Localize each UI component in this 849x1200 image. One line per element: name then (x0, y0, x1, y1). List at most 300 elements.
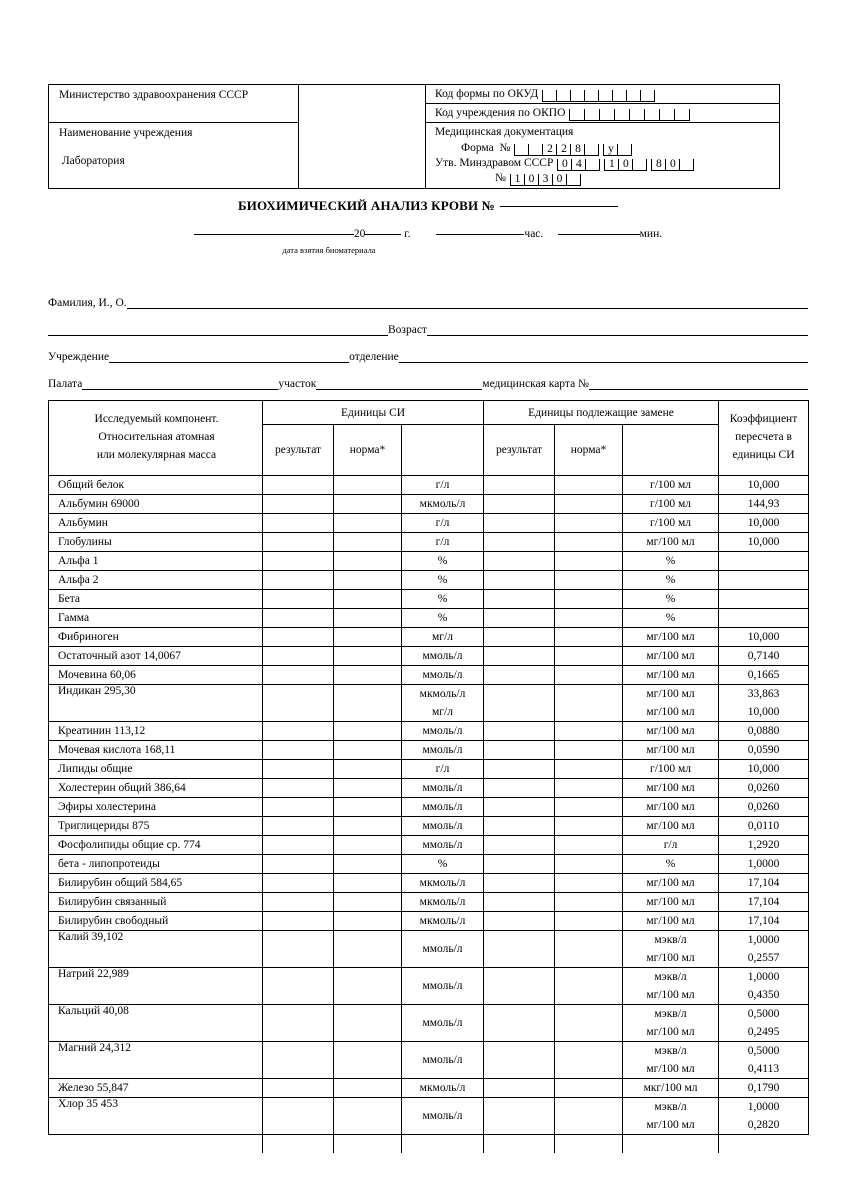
row-old-norm-input[interactable] (555, 685, 623, 722)
table-row (49, 1098, 809, 1135)
okud-code-boxes[interactable] (542, 90, 655, 102)
row-coefficient-line: 1,0000 (747, 971, 780, 983)
row-coefficient-line: 33,863 (747, 688, 780, 700)
row-old-result-input[interactable] (484, 590, 555, 609)
row-si-unit: ммоль/л (402, 666, 484, 685)
row-coefficient: 17,104 (719, 912, 809, 931)
blank-cell[interactable] (49, 1135, 263, 1154)
row-old-norm-input[interactable] (555, 912, 623, 931)
row-old-result-input[interactable] (484, 666, 555, 685)
okpo-line (426, 103, 779, 122)
form-number-boxes[interactable]: 2 2 8 (514, 144, 599, 156)
row-old-result-input[interactable] (484, 931, 555, 968)
row-old-unit: г/100 мл (623, 514, 719, 533)
column-header-si-result: результат (263, 425, 334, 476)
row-old-unit (623, 931, 719, 968)
patient-age-row (48, 309, 808, 336)
row-coefficient: 0,0880 (719, 722, 809, 741)
row-si-norm-input[interactable] (334, 912, 402, 931)
row-si-unit: % (402, 609, 484, 628)
row-old-norm-input[interactable] (555, 1079, 623, 1098)
row-component-name: Железо 55,847 (49, 1079, 263, 1098)
row-coefficient (719, 609, 809, 628)
row-si-result-input[interactable] (263, 666, 334, 685)
row-si-norm-input[interactable] (334, 798, 402, 817)
order-no-sign: № (495, 171, 506, 184)
row-old-unit: % (623, 571, 719, 590)
approval-year-boxes[interactable]: 8 0 (651, 159, 694, 171)
row-coefficient-line: 1,0000 (747, 1101, 780, 1113)
row-old-result-input[interactable] (484, 533, 555, 552)
row-si-result-input[interactable] (263, 912, 334, 931)
row-si-norm-input[interactable] (334, 893, 402, 912)
row-si-result-input[interactable] (263, 779, 334, 798)
row-old-norm-input[interactable] (555, 779, 623, 798)
row-old-result-input[interactable] (484, 836, 555, 855)
row-coefficient: 10,000 (719, 628, 809, 647)
row-old-unit-line: мэкв/л (654, 1101, 687, 1113)
row-si-result-input[interactable] (263, 647, 334, 666)
okud-label: Код формы по ОКУД (435, 87, 539, 100)
row-component-name: Фибриноген (49, 628, 263, 647)
row-si-norm-input[interactable] (334, 1079, 402, 1098)
row-si-result-input[interactable] (263, 741, 334, 760)
patient-name-continued-input[interactable] (48, 324, 388, 336)
minute-unit: мин. (639, 228, 663, 240)
row-si-result-input[interactable] (263, 476, 334, 495)
row-old-unit (623, 685, 719, 722)
row-old-result-input[interactable] (484, 855, 555, 874)
row-si-unit: % (402, 590, 484, 609)
row-old-result-input[interactable] (484, 647, 555, 666)
row-si-norm-input[interactable] (334, 1005, 402, 1042)
row-si-unit: г/л (402, 476, 484, 495)
column-header-si-norm: норма* (334, 425, 402, 476)
hour-field[interactable] (436, 234, 524, 235)
okpo-label: Код учреждения по ОКПО (435, 106, 566, 119)
row-coefficient: 10,000 (719, 476, 809, 495)
row-old-unit: мг/100 мл (623, 817, 719, 836)
row-old-result-input[interactable] (484, 514, 555, 533)
row-si-result-input[interactable] (263, 893, 334, 912)
row-si-result-input[interactable] (263, 1042, 334, 1079)
column-header-si-unit (402, 425, 484, 476)
row-old-result-input[interactable] (484, 685, 555, 722)
row-old-result-input[interactable] (484, 874, 555, 893)
table-row (49, 1079, 809, 1098)
row-old-unit (623, 968, 719, 1005)
ministry-label: Министерство здравоохранения СССР (59, 89, 249, 101)
table-row (49, 685, 809, 722)
row-old-unit-line: мг/100 мл (646, 952, 695, 964)
row-old-result-input[interactable] (484, 609, 555, 628)
row-old-result-input[interactable] (484, 476, 555, 495)
row-si-norm-input[interactable] (334, 476, 402, 495)
form-label: Форма (461, 141, 494, 154)
form-suffix-box[interactable]: у (603, 144, 632, 156)
column-header-old-norm: норма* (555, 425, 623, 476)
row-old-result-input[interactable] (484, 1005, 555, 1042)
codes-cell (426, 85, 780, 123)
row-old-norm-input[interactable] (555, 590, 623, 609)
column-header-coefficient: Коэффициент пересчета в единицы СИ (719, 401, 809, 476)
row-old-norm-input[interactable] (555, 836, 623, 855)
column-header-component: Исследуемый компонент. Относительная атомная или молекулярная масса (49, 401, 263, 476)
row-old-result-input[interactable] (484, 552, 555, 571)
med-card-label: медицинская карта № (482, 378, 590, 390)
row-old-unit: мг/100 мл (623, 666, 719, 685)
row-si-result-input[interactable] (263, 1005, 334, 1042)
row-coefficient: 0,1790 (719, 1079, 809, 1098)
analysis-number-field[interactable] (500, 206, 618, 207)
row-si-unit: ммоль/л (402, 741, 484, 760)
row-si-unit-line: мкмоль/л (419, 688, 466, 700)
table-row (49, 514, 809, 533)
row-si-unit: ммоль/л (402, 779, 484, 798)
row-old-norm-input[interactable] (555, 1098, 623, 1135)
approved-label: Утв. Минздравом СССР (435, 156, 554, 169)
row-old-result-input[interactable] (484, 1042, 555, 1079)
row-si-result-input[interactable] (263, 1098, 334, 1135)
district-input[interactable] (316, 378, 482, 390)
row-si-norm-input[interactable] (334, 836, 402, 855)
row-old-unit: мг/100 мл (623, 874, 719, 893)
column-header-old-result: результат (484, 425, 555, 476)
row-si-unit (402, 685, 484, 722)
row-old-result-input[interactable] (484, 495, 555, 514)
blank-cell[interactable] (719, 1135, 809, 1154)
row-old-unit: г/100 мл (623, 495, 719, 514)
row-si-result-input[interactable] (263, 855, 334, 874)
row-si-result-input[interactable] (263, 968, 334, 1005)
row-old-norm-input[interactable] (555, 722, 623, 741)
row-old-norm-input[interactable] (555, 495, 623, 514)
row-old-unit: % (623, 552, 719, 571)
row-si-unit: ммоль/л (402, 798, 484, 817)
row-si-result-input[interactable] (263, 495, 334, 514)
row-si-result-input[interactable] (263, 552, 334, 571)
row-si-norm-input[interactable] (334, 495, 402, 514)
row-old-result-input[interactable] (484, 741, 555, 760)
row-coefficient (719, 571, 809, 590)
blank-cell[interactable] (263, 1135, 334, 1154)
row-si-unit: мкмоль/л (402, 874, 484, 893)
row-component-name: Индикан 295,30 (49, 685, 263, 722)
row-si-unit: мкмоль/л (402, 1079, 484, 1098)
row-old-norm-input[interactable] (555, 798, 623, 817)
row-old-norm-input[interactable] (555, 609, 623, 628)
row-old-result-input[interactable] (484, 798, 555, 817)
row-old-norm-input[interactable] (555, 476, 623, 495)
table-row (49, 760, 809, 779)
row-si-norm-input[interactable] (334, 628, 402, 647)
row-old-unit: мг/100 мл (623, 912, 719, 931)
approval-month-boxes[interactable]: 1 0 (604, 159, 647, 171)
row-si-norm-input[interactable] (334, 552, 402, 571)
row-coefficient: 1,2920 (719, 836, 809, 855)
table-row (49, 533, 809, 552)
row-old-result-input[interactable] (484, 1079, 555, 1098)
row-coefficient: 0,7140 (719, 647, 809, 666)
med-card-input[interactable] (589, 378, 808, 390)
row-component-name: Альфа 2 (49, 571, 263, 590)
ward-row (48, 363, 808, 390)
row-old-norm-input[interactable] (555, 741, 623, 760)
row-old-unit: мкг/100 мл (623, 1079, 719, 1098)
row-old-result-input[interactable] (484, 1098, 555, 1135)
row-si-result-input[interactable] (263, 628, 334, 647)
institution-input[interactable] (109, 351, 349, 363)
row-si-norm-input[interactable] (334, 931, 402, 968)
row-old-unit: мг/100 мл (623, 722, 719, 741)
table-row (49, 1042, 809, 1079)
blank-cell[interactable] (334, 1135, 402, 1154)
row-component-name: Мочевина 60,06 (49, 666, 263, 685)
row-si-result-input[interactable] (263, 836, 334, 855)
row-coefficient: 10,000 (719, 760, 809, 779)
row-coefficient (719, 1098, 809, 1135)
row-old-norm-input[interactable] (555, 533, 623, 552)
row-si-norm-input[interactable] (334, 968, 402, 1005)
year-field[interactable] (365, 234, 401, 235)
row-old-unit-line: мэкв/л (654, 1008, 687, 1020)
row-coefficient (719, 931, 809, 968)
order-number-boxes[interactable]: 1 0 3 0 (510, 174, 581, 186)
row-coefficient: 0,0260 (719, 798, 809, 817)
table-row (49, 741, 809, 760)
row-si-norm-input[interactable] (334, 590, 402, 609)
row-si-norm-input[interactable] (334, 571, 402, 590)
row-old-norm-input[interactable] (555, 1042, 623, 1079)
row-old-result-input[interactable] (484, 628, 555, 647)
date-time-bar (48, 228, 808, 240)
row-si-norm-input[interactable] (334, 533, 402, 552)
row-si-result-input[interactable] (263, 571, 334, 590)
row-old-norm-input[interactable] (555, 666, 623, 685)
row-component-name: Билирубин свободный (49, 912, 263, 931)
row-si-norm-input[interactable] (334, 1098, 402, 1135)
order-number-line (435, 171, 779, 186)
row-old-result-input[interactable] (484, 817, 555, 836)
table-row (49, 495, 809, 514)
blank-cell[interactable] (484, 1135, 555, 1154)
row-si-unit: ммоль/л (402, 1098, 484, 1135)
table-row (49, 571, 809, 590)
date-caption: дата взятия биоматериала (282, 245, 376, 255)
blank-cell[interactable] (555, 1135, 623, 1154)
row-si-norm-input[interactable] (334, 647, 402, 666)
row-si-norm-input[interactable] (334, 760, 402, 779)
row-component-name: Остаточный азот 14,0067 (49, 647, 263, 666)
row-old-norm-input[interactable] (555, 647, 623, 666)
row-old-result-input[interactable] (484, 722, 555, 741)
row-si-unit: мкмоль/л (402, 912, 484, 931)
row-coefficient: 1,0000 (719, 855, 809, 874)
row-old-unit: мг/100 мл (623, 533, 719, 552)
row-si-result-input[interactable] (263, 931, 334, 968)
row-component-name: Фосфолипиды общие ср. 774 (49, 836, 263, 855)
row-component-name: Липиды общие (49, 760, 263, 779)
department-input[interactable] (399, 351, 808, 363)
row-coefficient (719, 552, 809, 571)
row-coefficient (719, 968, 809, 1005)
row-old-norm-input[interactable] (555, 817, 623, 836)
row-si-result-input[interactable] (263, 514, 334, 533)
row-component-name: Билирубин связанный (49, 893, 263, 912)
row-old-unit: % (623, 590, 719, 609)
row-old-norm-input[interactable] (555, 855, 623, 874)
approval-day-boxes[interactable]: 0 4 (557, 159, 600, 171)
row-si-norm-input[interactable] (334, 1042, 402, 1079)
row-coefficient-line: 0,5000 (747, 1008, 780, 1020)
row-old-unit-line: мг/100 мл (646, 688, 695, 700)
page-title (48, 198, 808, 214)
row-si-unit: ммоль/л (402, 1042, 484, 1079)
row-si-unit: ммоль/л (402, 836, 484, 855)
row-coefficient-line: 0,2557 (747, 952, 780, 964)
blank-cell[interactable] (402, 1135, 484, 1154)
row-old-unit: мг/100 мл (623, 798, 719, 817)
row-si-result-input[interactable] (263, 533, 334, 552)
approval-line (435, 156, 779, 171)
row-si-unit: г/л (402, 533, 484, 552)
table-row (49, 968, 809, 1005)
row-component-name: Холестерин общий 386,64 (49, 779, 263, 798)
blank-cell[interactable] (623, 1135, 719, 1154)
row-si-result-input[interactable] (263, 590, 334, 609)
row-old-norm-input[interactable] (555, 571, 623, 590)
row-old-norm-input[interactable] (555, 628, 623, 647)
row-old-norm-input[interactable] (555, 893, 623, 912)
okud-line (426, 85, 779, 103)
row-si-result-input[interactable] (263, 722, 334, 741)
table-row (49, 552, 809, 571)
institution-row (48, 336, 808, 363)
row-old-result-input[interactable] (484, 571, 555, 590)
row-component-name: Бета (49, 590, 263, 609)
row-si-unit: ммоль/л (402, 931, 484, 968)
year-prefix: 20 (353, 228, 366, 240)
row-si-norm-input[interactable] (334, 741, 402, 760)
analysis-table-head (49, 401, 809, 476)
table-row (49, 1005, 809, 1042)
patient-fields (48, 282, 808, 390)
row-si-result-input[interactable] (263, 874, 334, 893)
row-si-norm-input[interactable] (334, 874, 402, 893)
row-si-norm-input[interactable] (334, 817, 402, 836)
row-si-unit-line: мг/л (432, 706, 453, 718)
row-component-name: Натрий 22,989 (49, 968, 263, 1005)
row-si-norm-input[interactable] (334, 779, 402, 798)
row-si-result-input[interactable] (263, 798, 334, 817)
row-si-unit: ммоль/л (402, 647, 484, 666)
row-old-unit-line: мг/100 мл (646, 1026, 695, 1038)
sample-date-field[interactable] (194, 234, 354, 235)
row-old-result-input[interactable] (484, 779, 555, 798)
patient-age-input[interactable] (427, 324, 808, 336)
row-component-name: Креатинин 113,12 (49, 722, 263, 741)
table-row (49, 798, 809, 817)
row-component-name: Магний 24,312 (49, 1042, 263, 1079)
district-label: участок (278, 378, 317, 390)
row-si-result-input[interactable] (263, 685, 334, 722)
ward-input[interactable] (82, 378, 278, 390)
minute-field[interactable] (558, 234, 640, 235)
row-si-norm-input[interactable] (334, 685, 402, 722)
row-si-result-input[interactable] (263, 760, 334, 779)
row-coefficient-line: 0,2820 (747, 1119, 780, 1131)
okpo-code-boxes[interactable] (569, 109, 690, 121)
row-si-norm-input[interactable] (334, 722, 402, 741)
patient-name-input[interactable] (127, 297, 808, 309)
patient-name-label: Фамилия, И., О. (48, 297, 127, 309)
row-coefficient-line: 1,0000 (747, 934, 780, 946)
row-si-norm-input[interactable] (334, 609, 402, 628)
form-no-sign: № (499, 141, 511, 154)
row-old-norm-input[interactable] (555, 552, 623, 571)
row-old-unit-line: мг/100 мл (646, 989, 695, 1001)
row-old-result-input[interactable] (484, 760, 555, 779)
row-old-unit: % (623, 855, 719, 874)
institution-label: Наименование учреждения (59, 127, 193, 140)
row-old-norm-input[interactable] (555, 1005, 623, 1042)
row-coefficient: 17,104 (719, 874, 809, 893)
table-row (49, 647, 809, 666)
row-old-norm-input[interactable] (555, 514, 623, 533)
row-old-unit: г/100 мл (623, 760, 719, 779)
row-old-norm-input[interactable] (555, 931, 623, 968)
ministry-cell (49, 85, 299, 123)
table-row (49, 893, 809, 912)
row-old-unit-line: мг/100 мл (646, 1119, 695, 1131)
row-si-norm-input[interactable] (334, 666, 402, 685)
row-coefficient: 0,0260 (719, 779, 809, 798)
row-si-unit: мг/л (402, 628, 484, 647)
row-si-result-input[interactable] (263, 609, 334, 628)
row-old-result-input[interactable] (484, 893, 555, 912)
row-old-unit (623, 1005, 719, 1042)
row-old-unit-line: мг/100 мл (646, 1063, 695, 1075)
table-row (49, 836, 809, 855)
table-row (49, 855, 809, 874)
document-header-box (48, 84, 780, 189)
row-si-norm-input[interactable] (334, 514, 402, 533)
row-coefficient: 0,0110 (719, 817, 809, 836)
row-old-norm-input[interactable] (555, 760, 623, 779)
row-old-norm-input[interactable] (555, 874, 623, 893)
table-row (49, 666, 809, 685)
row-old-norm-input[interactable] (555, 968, 623, 1005)
row-component-name: Альбумин (49, 514, 263, 533)
row-coefficient: 0,1665 (719, 666, 809, 685)
table-row (49, 722, 809, 741)
row-component-name: Кальций 40,08 (49, 1005, 263, 1042)
row-old-unit: мг/100 мл (623, 741, 719, 760)
row-component-name: Триглицериды 875 (49, 817, 263, 836)
row-old-result-input[interactable] (484, 912, 555, 931)
table-row (49, 628, 809, 647)
row-old-result-input[interactable] (484, 968, 555, 1005)
form-number-line (435, 141, 779, 156)
row-si-result-input[interactable] (263, 817, 334, 836)
row-old-unit: г/л (623, 836, 719, 855)
row-si-norm-input[interactable] (334, 855, 402, 874)
table-row (49, 609, 809, 628)
institution-cell (49, 123, 299, 189)
row-old-unit (623, 1098, 719, 1135)
row-si-unit: % (402, 552, 484, 571)
row-si-result-input[interactable] (263, 1079, 334, 1098)
